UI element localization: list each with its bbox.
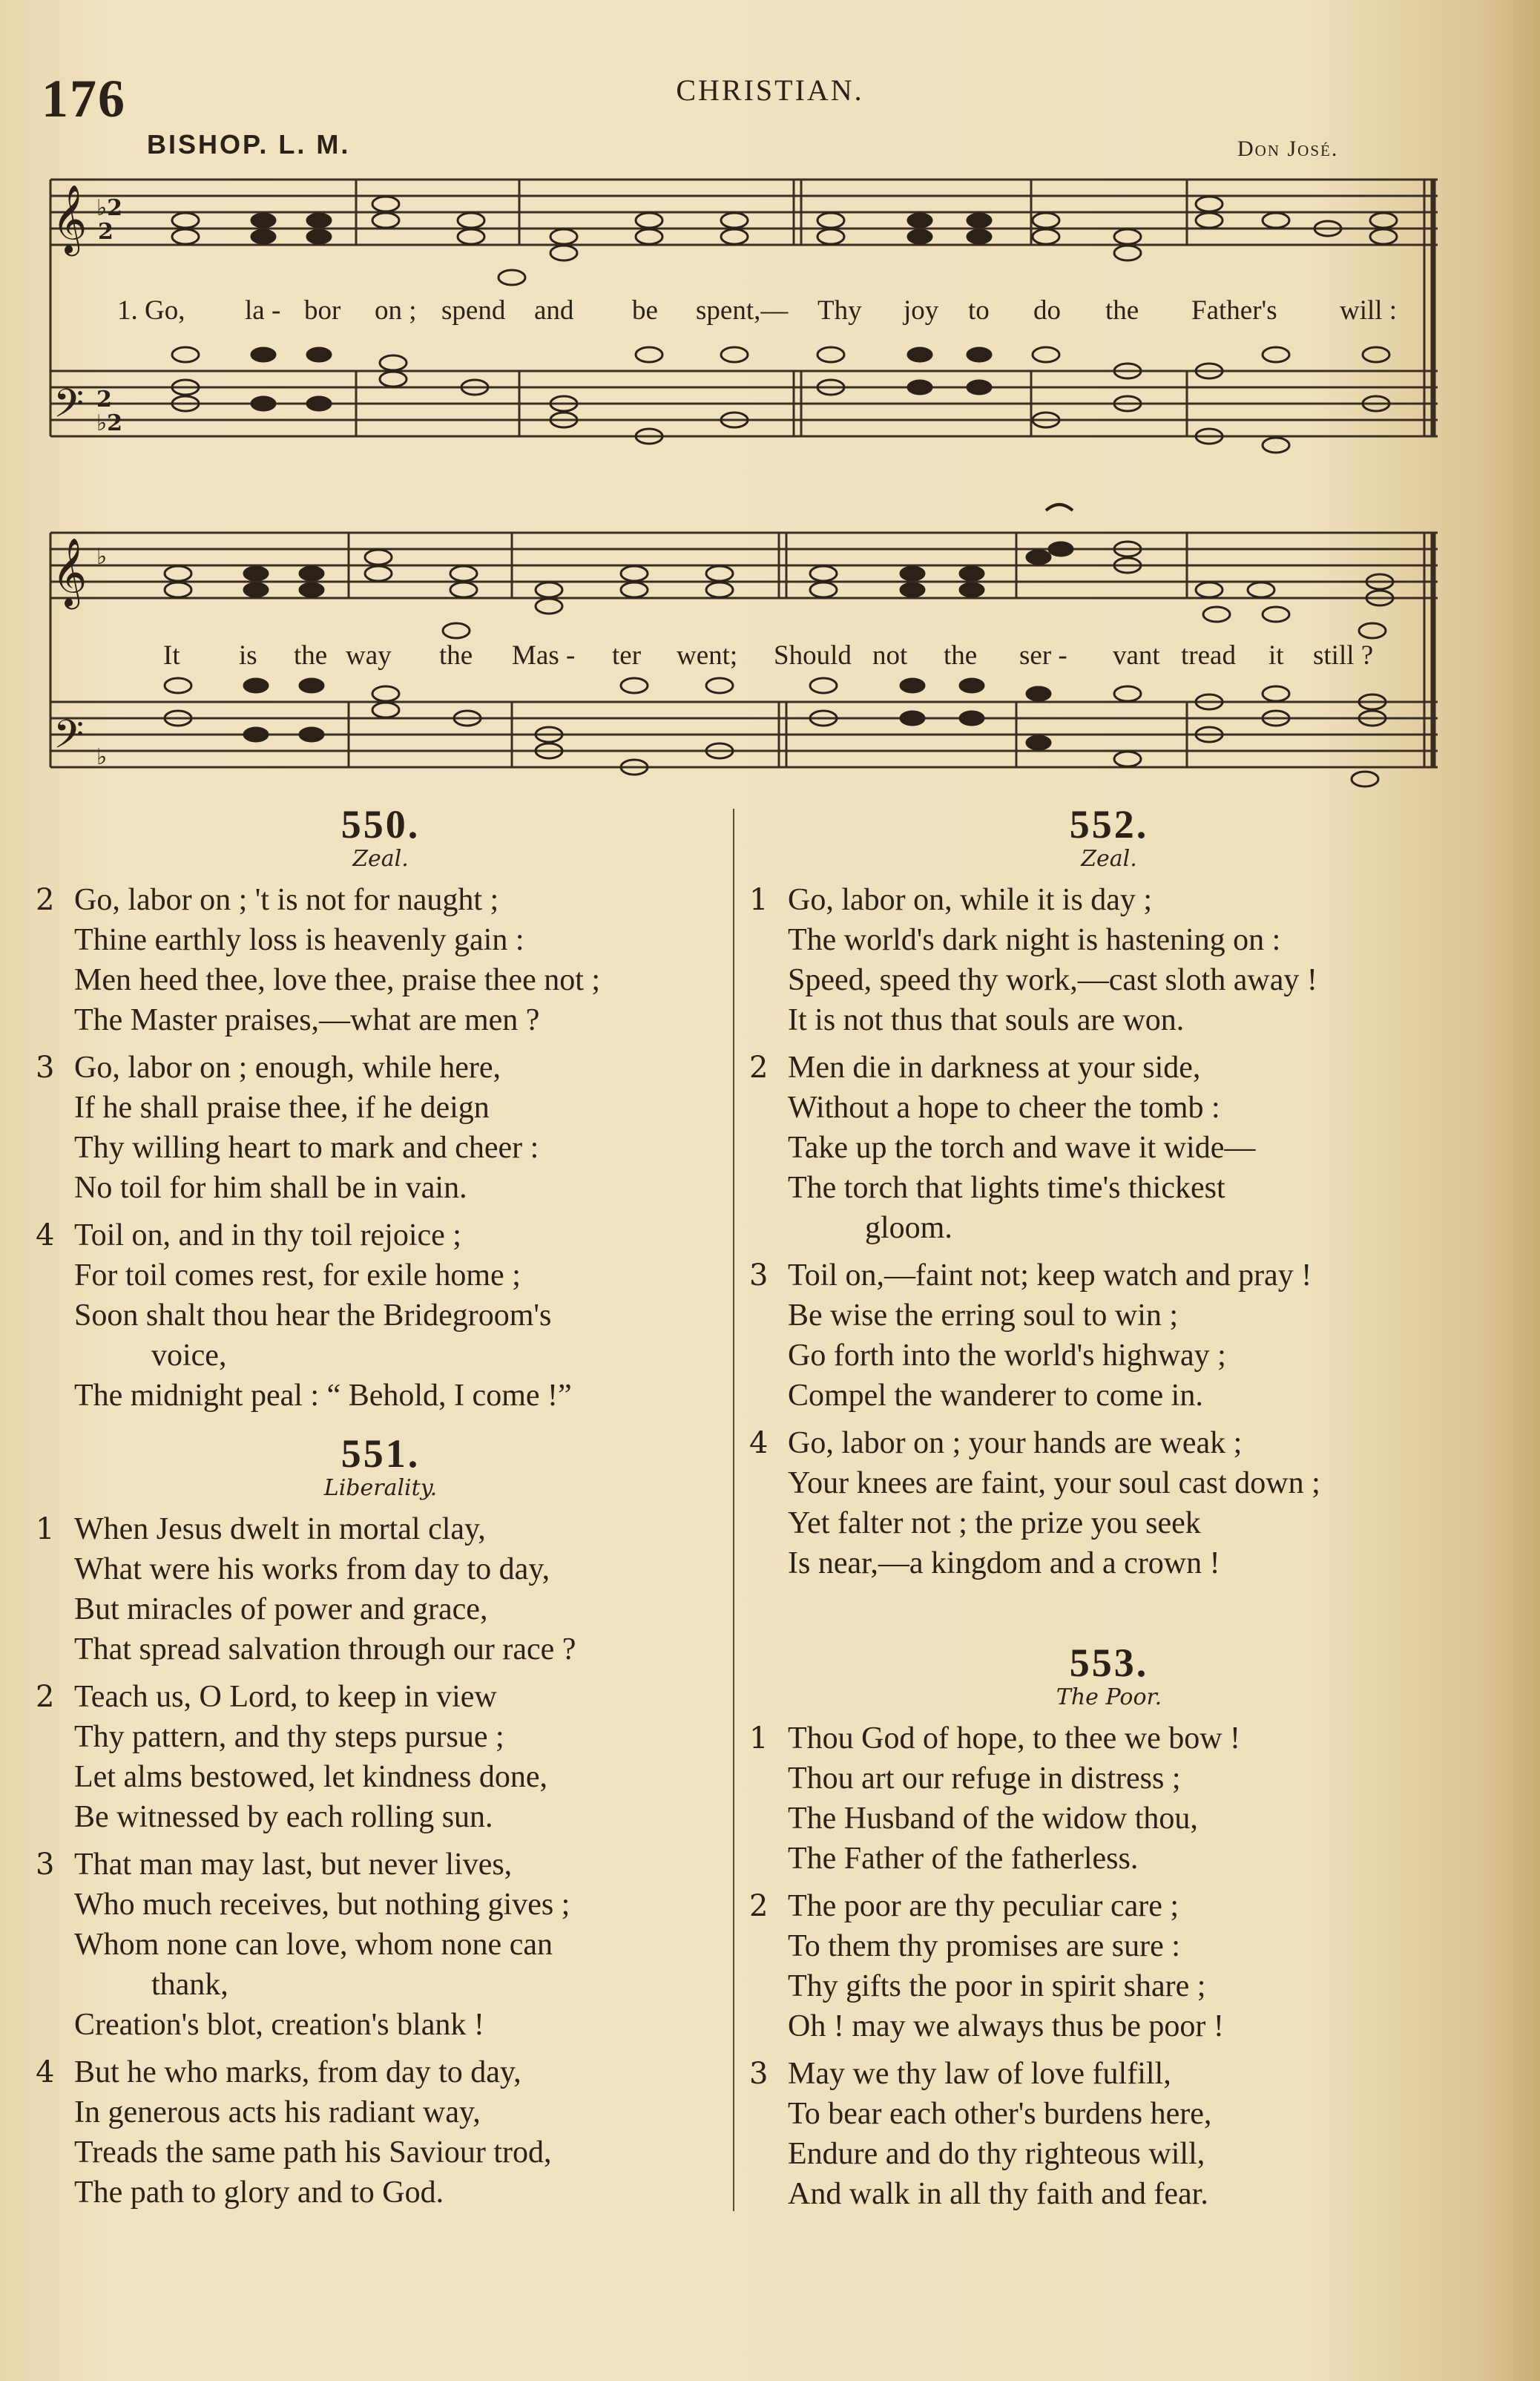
stanza-number: 2 — [749, 1051, 769, 1085]
lyric-word: tread — [1181, 640, 1236, 671]
running-head: CHRISTIAN. — [676, 73, 864, 107]
verse-line: When Jesus dwelt in mortal clay, — [74, 1512, 486, 1546]
verse-line: The Father of the fatherless. — [788, 1842, 1139, 1876]
verse-line: The Husband of the widow thou, — [788, 1802, 1198, 1836]
verse-line: It is not thus that souls are won. — [788, 1003, 1185, 1037]
svg-text:𝄢: 𝄢 — [53, 712, 85, 767]
lyric-word: Thy — [817, 295, 862, 326]
hymn-number: 550. — [340, 802, 421, 847]
verse-line: Be witnessed by each rolling sun. — [74, 1800, 493, 1834]
verse-line: Thy gifts the poor in spirit share ; — [788, 1969, 1206, 2003]
verse-line: The Master praises,—what are men ? — [74, 1003, 540, 1037]
verse-line: Whom none can love, whom none can — [74, 1928, 553, 1962]
lyric-word: the — [439, 640, 473, 671]
system-2 — [50, 505, 1438, 786]
lyrics-line-1 — [117, 295, 1397, 326]
stanza — [36, 880, 725, 1040]
verse-line: Speed, speed thy work,—cast sloth away ! — [788, 963, 1317, 997]
svg-text:𝄞: 𝄞 — [52, 537, 88, 606]
lyric-word: not — [872, 640, 908, 671]
stanza — [36, 2052, 725, 2213]
lyric-word: will : — [1340, 295, 1398, 326]
composer: Don José. — [1237, 137, 1339, 161]
verse-line: thank, — [151, 1968, 228, 2002]
stanza-number: 2 — [36, 1680, 55, 1714]
verse-line: No toil for him shall be in vain. — [74, 1171, 467, 1205]
stanza-number: 3 — [36, 1848, 55, 1882]
hymn-550 — [36, 804, 725, 1416]
verse-line: To them thy promises are sure : — [788, 1929, 1180, 1963]
stanza-number: 2 — [749, 1889, 769, 1923]
hymn-number: 552. — [1069, 802, 1149, 847]
verse-line: Go, labor on ; enough, while here, — [74, 1051, 501, 1085]
verse-line: Men die in darkness at your side, — [788, 1051, 1201, 1085]
verse-line: Let alms bestowed, let kindness done, — [74, 1760, 548, 1794]
lyric-word: joy — [904, 295, 939, 326]
tune-name: BISHOP. L. M. — [147, 129, 351, 160]
verse-line: Go, labor on ; your hands are weak ; — [788, 1426, 1243, 1460]
hymn-subtitle: Liberality. — [323, 1475, 438, 1501]
lyric-word: ter — [612, 640, 642, 671]
verse-line: But miracles of power and grace, — [74, 1592, 488, 1626]
lyric-word: spent,— — [696, 295, 789, 326]
stanza-number: 1 — [749, 1721, 769, 1756]
left-column — [36, 804, 725, 2220]
verse-line: If he shall praise thee, if he deign — [74, 1091, 490, 1125]
verse-line: Compel the wanderer to come in. — [788, 1379, 1203, 1413]
lyric-word: Mas - — [512, 640, 576, 671]
verse-line: Go forth into the world's highway ; — [788, 1339, 1226, 1373]
stanza-number: 4 — [749, 1426, 769, 1460]
verse-line: Thou God of hope, to thee we bow ! — [788, 1721, 1241, 1756]
verse-line: Toil on,—faint not; keep watch and pray ! — [788, 1258, 1312, 1293]
stanza-number: 3 — [36, 1051, 55, 1085]
right-column — [749, 804, 1469, 2221]
verse-line: Thy pattern, and thy steps pursue ; — [74, 1720, 504, 1754]
lyric-word: it — [1268, 640, 1284, 671]
verse-line: voice, — [151, 1339, 227, 1373]
verse-line: In generous acts his radiant way, — [74, 2095, 481, 2129]
lyric-word: Father's — [1191, 295, 1277, 326]
system-1 — [50, 180, 1438, 453]
lyric-word: vant — [1113, 640, 1160, 671]
verse-line: And walk in all thy faith and fear. — [788, 2177, 1208, 2211]
stanza — [36, 1048, 725, 1208]
verse-line: Who much receives, but nothing gives ; — [74, 1888, 570, 1922]
stanza — [749, 1048, 1469, 1248]
lyric-word: and — [534, 295, 574, 326]
verse-line: Thine earthly loss is heavenly gain : — [74, 923, 524, 957]
lyric-word: ser - — [1019, 640, 1067, 671]
lyric-word: be — [632, 295, 658, 326]
lyric-word: la - — [245, 295, 281, 326]
hymn-551 — [36, 1433, 725, 2213]
svg-text:♭: ♭ — [96, 544, 108, 570]
stanza-number: 3 — [749, 1258, 769, 1293]
verse-line: The poor are thy peculiar care ; — [788, 1889, 1179, 1923]
lyric-word: went; — [677, 640, 738, 671]
lyric-word: to — [968, 295, 990, 326]
column-divider — [733, 809, 734, 2211]
svg-text:♭: ♭ — [96, 744, 108, 770]
stanza-number: 3 — [749, 2057, 769, 2091]
verse-line: The torch that lights time's thickest — [788, 1171, 1225, 1205]
stanza — [749, 1718, 1469, 1879]
lyric-word: still ? — [1313, 640, 1374, 671]
verse-line: What were his works from day to day, — [74, 1552, 550, 1586]
verse-line: For toil comes rest, for exile home ; — [74, 1258, 521, 1293]
lyrics-line-2 — [163, 640, 1373, 671]
lyric-word: on ; — [375, 295, 417, 326]
verse-line: Oh ! may we always thus be poor ! — [788, 2009, 1224, 2043]
verse-line: That spread salvation through our race ? — [74, 1632, 576, 1666]
verse-line: Teach us, O Lord, to keep in view — [74, 1680, 497, 1714]
lyric-word: do — [1033, 295, 1061, 326]
lyric-word: 1. Go, — [117, 295, 185, 326]
hymn-subtitle: Zeal. — [1081, 846, 1137, 872]
verse-line: Take up the torch and wave it wide— — [788, 1131, 1256, 1165]
stanza-number: 2 — [36, 883, 55, 917]
hymn-553 — [749, 1643, 1469, 2214]
verse-line: The world's dark night is hastening on : — [788, 923, 1281, 957]
hymn-subtitle: Zeal. — [352, 846, 409, 872]
verse-line: The path to glory and to God. — [74, 2175, 444, 2210]
page-number: 176 — [42, 69, 126, 128]
verse-line: Is near,—a kingdom and a crown ! — [788, 1546, 1220, 1580]
lyric-word: the — [1105, 295, 1139, 326]
verse-line: That man may last, but never lives, — [74, 1848, 513, 1882]
clefs-1 — [52, 184, 122, 436]
lyric-word: spend — [441, 295, 506, 326]
lyric-word: is — [239, 640, 257, 671]
verse-line: Endure and do thy righteous will, — [788, 2137, 1205, 2171]
verse-line: Yet falter not ; the prize you seek — [788, 1506, 1201, 1540]
stanza-number: 4 — [36, 2055, 55, 2089]
verse-line: The midnight peal : “ Behold, I come !” — [74, 1379, 572, 1413]
lyric-word: It — [163, 640, 180, 671]
verse-line: Men heed thee, love thee, praise thee not ; — [74, 963, 601, 997]
verse-line: Be wise the erring soul to win ; — [788, 1298, 1179, 1333]
svg-text:2: 2 — [98, 219, 113, 245]
stanza — [749, 1255, 1469, 1416]
stanza — [36, 1215, 725, 1416]
stanza-number: 4 — [36, 1218, 55, 1252]
svg-text:2: 2 — [96, 387, 112, 413]
verse-line: Creation's blot, creation's blank ! — [74, 2008, 484, 2042]
verse-line: Soon shalt thou hear the Bridegroom's — [74, 1298, 552, 1333]
verse-line: Go, labor on, while it is day ; — [788, 883, 1153, 917]
verse-line: To bear each other's burdens here, — [788, 2097, 1212, 2131]
stanza — [749, 2054, 1469, 2214]
lyric-word: the — [944, 640, 978, 671]
verse-line: Treads the same path his Saviour trod, — [74, 2135, 552, 2170]
svg-text:𝄢: 𝄢 — [53, 381, 85, 436]
lyric-word: way — [346, 640, 392, 671]
stanza — [36, 1845, 725, 2045]
hymn-number: 551. — [340, 1431, 421, 1476]
svg-text:𝄞: 𝄞 — [52, 184, 88, 253]
stanza — [749, 1886, 1469, 2046]
verse-line: Go, labor on ; 't is not for naught ; — [74, 883, 499, 917]
stanza — [36, 1677, 725, 1837]
lyric-word: the — [294, 640, 328, 671]
stanza-number: 1 — [749, 883, 769, 917]
svg-text:♭2: ♭2 — [96, 410, 123, 436]
hymn-subtitle: The Poor. — [1056, 1684, 1162, 1710]
lyric-word: Should — [774, 640, 852, 671]
hymn-number: 553. — [1069, 1641, 1149, 1685]
verse-line: Without a hope to cheer the tomb : — [788, 1091, 1220, 1125]
lyric-word: bor — [304, 295, 341, 326]
verse-line: Your knees are faint, your soul cast down ; — [788, 1466, 1320, 1500]
stanza — [749, 1423, 1469, 1583]
verse-line: Thou art our refuge in distress ; — [788, 1761, 1181, 1796]
hymn-552 — [749, 804, 1469, 1583]
music-score — [0, 0, 1540, 794]
stanza-number: 1 — [36, 1512, 55, 1546]
verse-line: But he who marks, from day to day, — [74, 2055, 521, 2089]
verse-line: Thy willing heart to mark and cheer : — [74, 1131, 539, 1165]
stanza — [749, 880, 1469, 1040]
verse-line: gloom. — [865, 1211, 952, 1245]
verse-line: May we thy law of love fulfill, — [788, 2057, 1171, 2091]
verse-line: Toil on, and in thy toil rejoice ; — [74, 1218, 461, 1252]
svg-text:♭2: ♭2 — [96, 195, 123, 221]
stanza — [36, 1509, 725, 1669]
